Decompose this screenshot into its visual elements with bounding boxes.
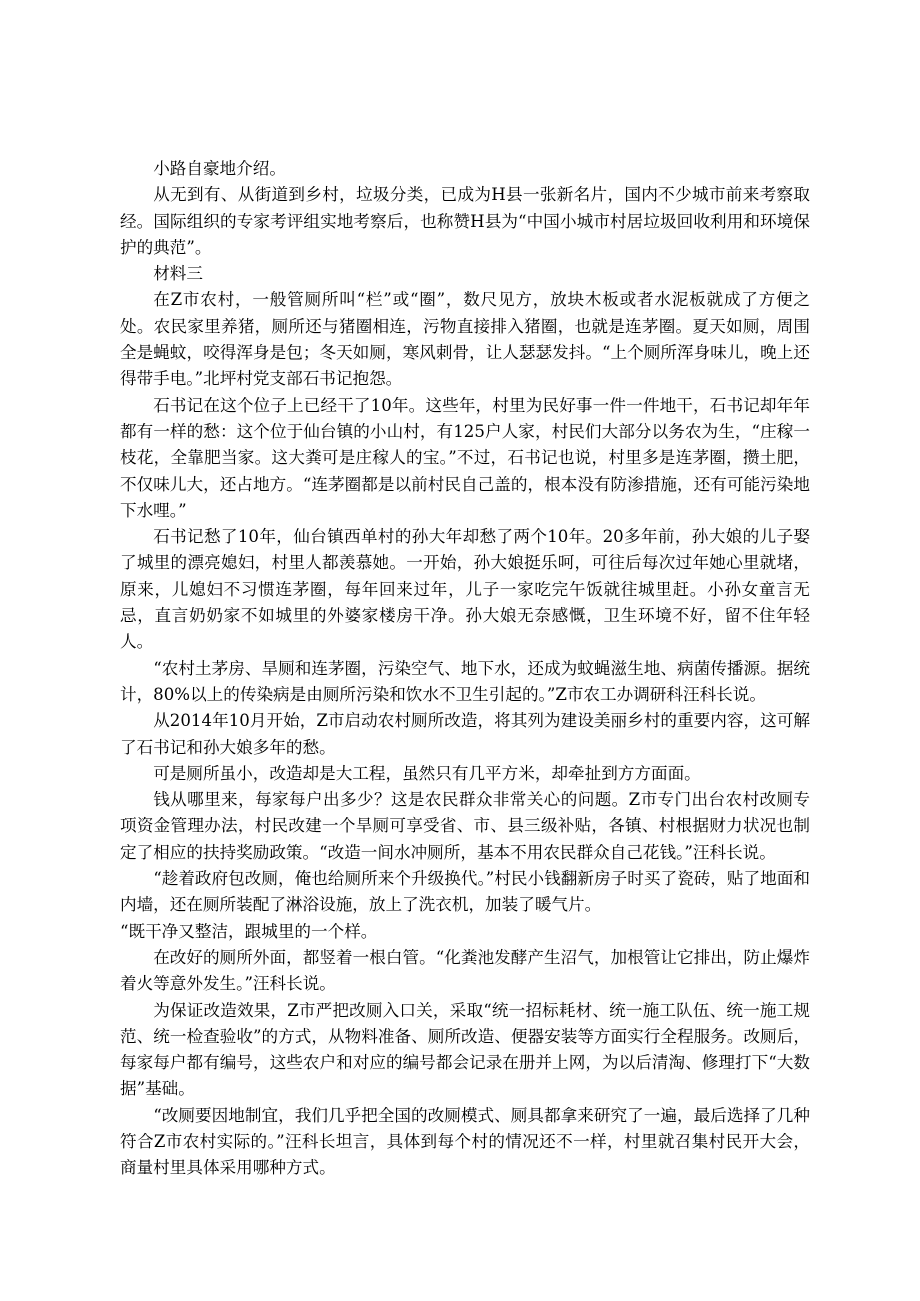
paragraph-pollution-quote: “农村土茅房、旱厕和连茅圈，污染空气、地下水，还成为蚊蝇滋生地、病菌传播源。据统计，80%以上的传染病是由厕所污染和饮水不卫生引起的。”Z市农工办调研科汪科长说。 [120,658,810,704]
paragraph-aunt-sun: 石书记愁了10年，仙台镇西单村的孙大年却愁了两个10年。20多年前，孙大娘的儿子娶了城里的漂亮媳妇，村里人都羡慕她。一开始，孙大娘挺乐呵，可往后每次过年她心里就堵，原来，儿媳妇不习惯连茅圈，每年回来过年，儿子一家吃完午饭就往城里赶。小孙女童言无忌，直言奶奶家不如城里的外婆家楼房干净。孙大娘无奈感慨，卫生环境不好，留不住年轻人。 [120,527,810,652]
paragraph-quality-control: 为保证改造效果，Z市严把改厕入口关，采取“统一招标耗材、统一施工队伍、统一施工规范、统一检查验收”的方式，从物料准备、厕所改造、便器安装等方面实行全程服务。改厕后，每家每户都有编号，这些农户和对应的编号都会记录在册并上网，为以后清淘、修理打下“大数据”基础。 [120,1000,810,1099]
paragraph-secretary-shi: 石书记在这个位子上已经干了10年。这些年，村里为民好事一件一件地干，石书记却年年都有一样的愁：这个位于仙台镇的小山村，有125户人家，村民们大部分以务农为生，“庄稼一枝花，全靠肥当家。这大粪可是庄稼人的宝。”不过，石书记也说，村里多是连茅圈，攒土肥，不仅味儿大，还占地方。“连茅圈都是以前村民自己盖的，根本没有防渗措施，还有可能污染地下水哩。” [120,395,810,520]
paragraph-toilet-description: 在Z市农村，一般管厕所叫“栏”或“圈”，数尺见方，放块木板或者水泥板就成了方便之处。农民家里养猪，厕所还与猪圈相连，污物直接排入猪圈，也就是连茅圈。夏天如厕，周围全是蝇蚊，咬得浑身是包；冬天如厕，寒风刺骨，让人瑟瑟发抖。“上个厕所浑身味儿，晚上还得带手电。”北坪村党支部石书记抱怨。 [120,290,810,389]
paragraph-intro-end: 小路自豪地介绍。 [153,159,286,178]
paragraph-renovation-start: 从2014年10月开始，Z市启动农村厕所改造，将其列为建设美丽乡村的重要内容，这可解了石书记和孙大娘多年的愁。 [120,711,810,757]
paragraph-white-pipe: 在改好的厕所外面，都竖着一根白管。“化粪池发酵产生沼气，加根管让它排出，防止爆炸着火等意外发生。”汪科长说。 [120,947,810,994]
paragraph-clean-quote: “既干净又整洁，跟城里的一个样。 [120,921,378,941]
document-body [120,156,810,1182]
paragraph-h-county-summary: 从无到有、从街道到乡村，垃圾分类，已成为H县一张新名片，国内不少城市前来考察取经。国际组织的专家考评组实地考察后，也称赞H县为“中国小城市村居垃圾回收利用和环境保护的典范”。 [120,185,810,257]
paragraph-local-conditions: “改厕要因地制宜，我们几乎把全国的改厕模式、厕具都拿来研究了一遍，最后选择了几种符合Z市农村实际的。”汪科长坦言，具体到每个村的情况还不一样，村里就召集村民开大会，商量村里具体采用哪种方式。 [120,1105,810,1178]
paragraph-villager-qian: “趁着政府包改厕，俺也给厕所来个升级换代。”村民小钱翻新房子时买了瓷砖，贴了地面和内墙，还在厕所装配了淋浴设施，放上了洗衣机，加装了暖气片。 [120,869,810,915]
paragraph-funding: 钱从哪里来，每家每户出多少？这是农民群众非常关心的问题。Z市专门出台农村改厕专项资金管理办法，村民改建一个旱厕可享受省、市、县三级补贴，各镇、村根据财力状况也制定了相应的扶持奖励政策。“改造一间水冲厕所，基本不用农民群众自己花钱。”汪科长说。 [120,790,810,862]
section-heading-material-three: 材料三 [153,264,203,284]
paragraph-big-project: 可是厕所虽小，改造却是大工程，虽然只有几平方米，却牵扯到方方面面。 [153,763,701,783]
